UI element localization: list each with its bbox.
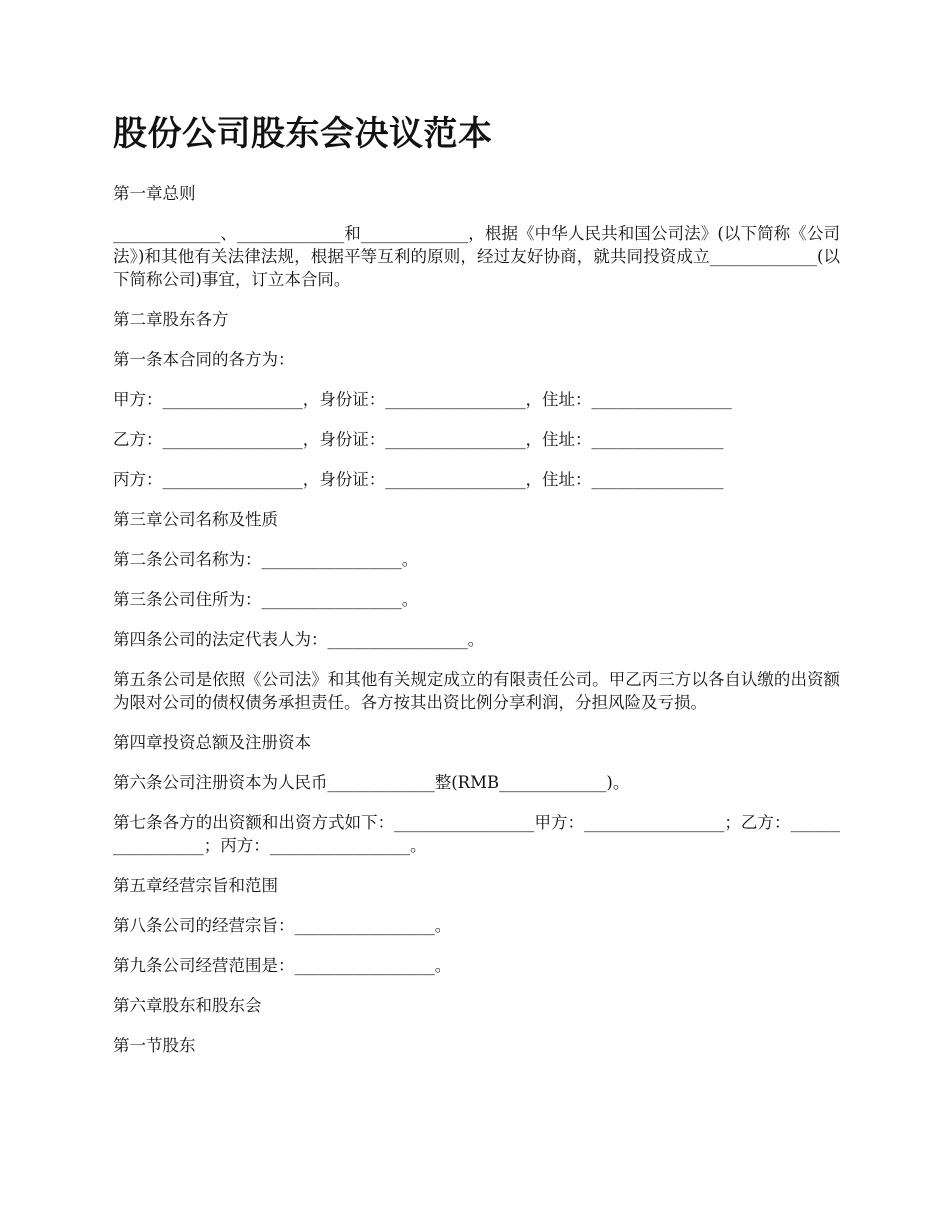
paragraph: _____________、_____________和_____________，根据《中华人民共和国公司法》(以下简称《公司法》)和其他有关法律法规，根据平等互利的原则，经过友好协商，就共同投资成立_____________(以下简称公司)事宜，订立本合同。 — [113, 224, 840, 289]
party-line: 甲方：_________________，身份证：_________________，住址：_________________ — [113, 390, 732, 409]
article: 第五条公司是依照《公司法》和其他有关规定成立的有限责任公司。甲乙丙三方以各自认缴的出资额为限对公司的债权债务承担责任。各方按其出资比例分享利润，分担风险及亏损。 — [113, 670, 840, 712]
article: 第七条各方的出资额和出资方式如下：_________________甲方：_________________；乙方：_________________；丙方：_________________。 — [113, 813, 840, 855]
article: 第四条公司的法定代表人为：_________________。 — [113, 630, 485, 649]
article: 第八条公司的经营宗旨：_________________。 — [113, 916, 452, 935]
party-line: 乙方：_________________，身份证：_________________，住址：________________ — [113, 430, 724, 449]
article: 第二条公司名称为：_________________。 — [113, 550, 419, 569]
document-title: 股份公司股东会决议范本 — [113, 114, 493, 154]
chapter-heading: 第四章投资总额及注册资本 — [113, 733, 311, 752]
document-page — [113, 112, 840, 1074]
chapter-heading: 第二章股东各方 — [113, 310, 229, 329]
chapter-heading: 第三章公司名称及性质 — [113, 510, 278, 529]
party-line: 丙方：_________________，身份证：_________________，住址：________________ — [113, 470, 724, 489]
chapter-heading: 第六章股东和股东会 — [113, 996, 262, 1015]
article: 第六条公司注册资本为人民币_____________整(RMB_____________)。 — [113, 773, 630, 792]
article: 第九条公司经营范围是：_________________。 — [113, 956, 452, 975]
chapter-heading: 第五章经营宗旨和范围 — [113, 876, 278, 895]
chapter-heading: 第一章总则 — [113, 184, 196, 203]
section-heading: 第一节股东 — [113, 1036, 196, 1055]
article: 第三条公司住所为：_________________。 — [113, 590, 419, 609]
article: 第一条本合同的各方为： — [113, 350, 295, 369]
